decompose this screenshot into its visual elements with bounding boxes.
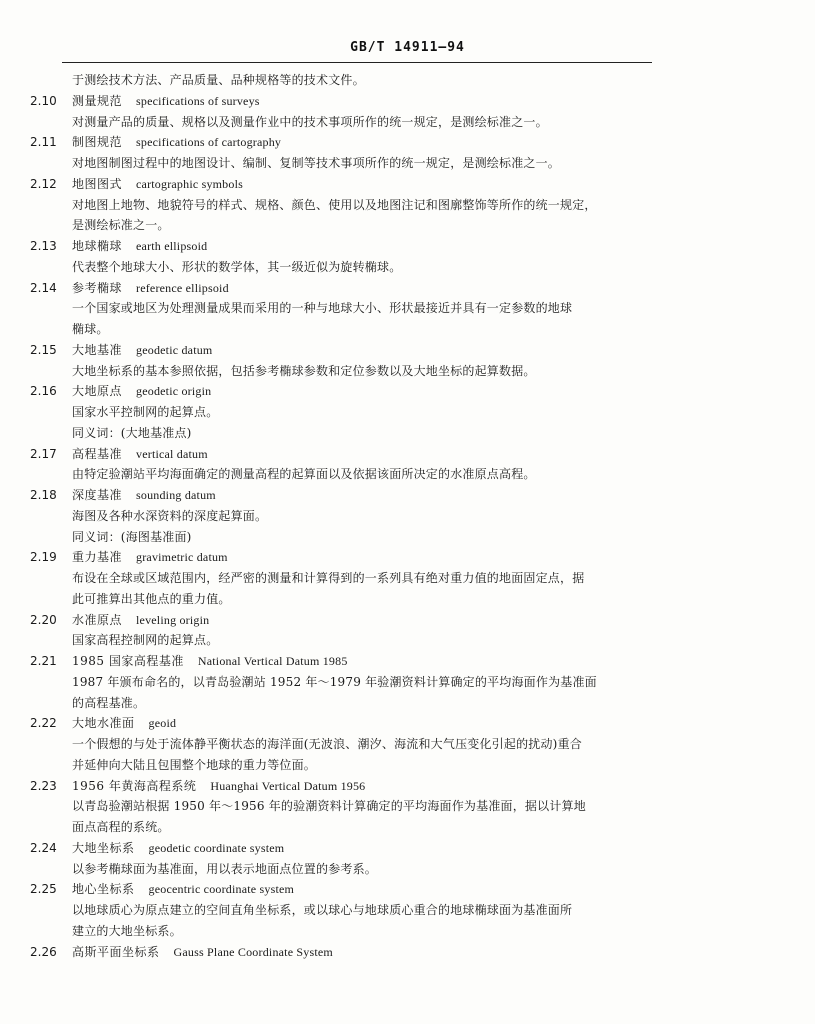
term-chinese xyxy=(72,444,208,465)
definition-line xyxy=(30,568,655,589)
term-number: 2.18 xyxy=(30,488,57,502)
header-rule xyxy=(62,62,652,63)
term-chinese-text: 大地基准 xyxy=(72,342,123,357)
definition-line xyxy=(30,672,655,693)
term-chinese-text: 地球椭球 xyxy=(72,239,123,253)
definition-line xyxy=(30,859,655,880)
definition-text: 一个假想的与处于流体静平衡状态的海洋面(无波浪、潮汐、海流和大气压变化引起的扰动)重合 xyxy=(72,737,582,751)
term-number: 2.12 xyxy=(30,176,57,191)
term-entry-heading xyxy=(30,91,655,112)
term-entry-heading xyxy=(30,278,655,299)
term-chinese-text: 重力基准 xyxy=(72,550,123,565)
term-chinese xyxy=(72,776,365,797)
term-chinese-text: 地心坐标系 xyxy=(72,882,135,897)
definition-text: 建立的大地坐标系。 xyxy=(72,923,182,938)
term-chinese-text: 高程基准 xyxy=(72,446,123,461)
term-chinese xyxy=(72,278,229,299)
term-chinese xyxy=(72,879,294,900)
definition-text: 国家水平控制网的起算点。 xyxy=(72,405,219,419)
term-chinese-text: 制图规范 xyxy=(72,135,123,150)
term-chinese-text: 深度基准 xyxy=(72,488,123,502)
term-number: 2.10 xyxy=(30,93,57,108)
term-chinese-text: 1985 国家高程基准 xyxy=(72,654,184,668)
definition-line xyxy=(30,921,655,942)
term-number: 2.15 xyxy=(30,342,57,357)
term-number: 2.21 xyxy=(30,654,57,668)
definition-text: 并延伸向大陆且包围整个地球的重力等位面。 xyxy=(72,757,317,772)
term-english: cartographic symbols xyxy=(136,176,243,191)
term-chinese xyxy=(72,381,211,402)
definition-text: 一个国家或地区为处理测量成果而采用的一种与地球大小、形状最接近并具有一定参数的地球 xyxy=(72,301,573,316)
intro-line xyxy=(30,70,655,91)
definition-line xyxy=(30,361,655,382)
definition-line xyxy=(30,298,655,319)
term-chinese xyxy=(72,610,209,631)
definition-line xyxy=(30,112,655,133)
term-chinese xyxy=(72,485,216,506)
term-number: 2.26 xyxy=(30,944,57,959)
term-english: earth ellipsoid xyxy=(136,239,208,253)
definition-line xyxy=(30,527,655,548)
term-english: sounding datum xyxy=(136,488,216,502)
term-english: specifications of surveys xyxy=(136,93,260,108)
definition-text: 大地坐标系的基本参照依据，包括参考椭球参数和定位参数以及大地坐标的起算数据。 xyxy=(72,363,536,378)
term-number: 2.24 xyxy=(30,840,57,855)
term-number: 2.22 xyxy=(30,716,57,731)
term-entry-heading xyxy=(30,174,655,195)
term-chinese-text: 水准原点 xyxy=(72,612,123,627)
term-entry-heading xyxy=(30,838,655,859)
term-chinese xyxy=(72,132,281,153)
term-number: 2.23 xyxy=(30,778,57,793)
definition-text: 对地图制图过程中的地图设计、编制、复制等技术事项所作的统一规定，是测绘标准之一。 xyxy=(72,156,561,170)
term-chinese xyxy=(72,340,212,361)
term-number: 2.19 xyxy=(30,550,57,565)
term-chinese xyxy=(72,713,176,734)
definition-text: 国家高程控制网的起算点。 xyxy=(72,633,219,648)
definition-text: 同义词：(大地基准点) xyxy=(72,425,192,440)
term-number: 2.13 xyxy=(30,239,57,253)
definition-line xyxy=(30,817,655,838)
term-english: reference ellipsoid xyxy=(136,280,229,295)
term-number: 2.20 xyxy=(30,612,57,627)
term-chinese-text: 大地水准面 xyxy=(72,716,135,731)
term-entry-heading xyxy=(30,879,655,900)
term-chinese xyxy=(72,942,333,963)
definition-text: 面点高程的系统。 xyxy=(72,820,170,834)
term-english: Huanghai Vertical Datum 1956 xyxy=(210,778,366,793)
definition-text: 此可推算出其他点的重力值。 xyxy=(72,591,231,606)
term-chinese xyxy=(72,91,260,112)
definition-line xyxy=(30,153,655,174)
term-entry-heading xyxy=(30,547,655,568)
term-english: specifications of cartography xyxy=(136,135,282,150)
term-entry-heading xyxy=(30,132,655,153)
term-english: geodetic coordinate system xyxy=(148,840,285,855)
definition-line xyxy=(30,195,655,216)
term-entry-heading xyxy=(30,942,655,963)
definition-line xyxy=(30,423,655,444)
definition-text: 的高程基准。 xyxy=(72,695,146,710)
term-english: geoid xyxy=(148,716,177,731)
standard-code-header: GB/T 14911—94 xyxy=(350,40,465,55)
term-chinese-text: 大地原点 xyxy=(72,384,123,399)
definition-line xyxy=(30,464,655,485)
definition-line xyxy=(30,693,655,714)
term-entry-heading xyxy=(30,485,655,506)
definition-text: 布设在全球或区域范围内，经严密的测量和计算得到的一系列具有绝对重力值的地面固定点，据 xyxy=(72,571,585,585)
term-english: vertical datum xyxy=(136,446,208,461)
definition-text: 1987 年颁布命名的，以青岛验潮站 1952 年～1979 年验潮资料计算确定的平均海面作为基准面 xyxy=(72,674,597,689)
term-number: 2.11 xyxy=(30,135,57,150)
term-entry-heading xyxy=(30,444,655,465)
definition-line xyxy=(30,796,655,817)
definition-line xyxy=(30,506,655,527)
definition-text: 椭球。 xyxy=(72,322,109,336)
term-chinese xyxy=(72,236,207,257)
definition-text: 海图及各种水深资料的深度起算面。 xyxy=(72,508,268,523)
definition-line xyxy=(30,402,655,423)
term-entry-heading xyxy=(30,610,655,631)
definition-line xyxy=(30,257,655,278)
term-chinese-text: 参考椭球 xyxy=(72,280,123,295)
term-chinese xyxy=(72,174,243,195)
definition-text: 代表整个地球大小、形状的数学体，其一级近似为旋转椭球。 xyxy=(72,259,402,274)
term-entry-heading xyxy=(30,340,655,361)
term-chinese-text: 测量规范 xyxy=(72,93,123,108)
definition-text: 对测量产品的质量、规格以及测量作业中的技术事项所作的统一规定，是测绘标准之一。 xyxy=(72,114,548,129)
intro-text: 于测绘技术方法、产品质量、品种规格等的技术文件。 xyxy=(72,73,365,87)
term-english: geocentric coordinate system xyxy=(148,882,295,897)
definition-text: 以地球质心为原点建立的空间直角坐标系，或以球心与地球质心重合的地球椭球面为基准面所 xyxy=(72,903,573,917)
term-chinese xyxy=(72,651,348,672)
term-english: geodetic origin xyxy=(136,384,212,399)
definition-line xyxy=(30,755,655,776)
term-entry-heading xyxy=(30,236,655,257)
term-english: geodetic datum xyxy=(136,342,213,357)
term-number: 2.14 xyxy=(30,280,57,295)
term-entry-heading xyxy=(30,776,655,797)
definition-text: 以青岛验潮站根据 1950 年～1956 年的验潮资料计算确定的平均海面作为基准面，据以计算地 xyxy=(72,799,586,814)
term-english: leveling origin xyxy=(136,612,210,627)
definition-line xyxy=(30,319,655,340)
term-entry-heading xyxy=(30,381,655,402)
term-chinese-text: 大地坐标系 xyxy=(72,840,135,855)
term-english: National Vertical Datum 1985 xyxy=(197,654,348,668)
term-chinese-text: 1956 年黄海高程系统 xyxy=(72,778,197,793)
term-number: 2.17 xyxy=(30,446,57,461)
term-chinese-text: 高斯平面坐标系 xyxy=(72,944,160,959)
definition-line xyxy=(30,900,655,921)
definition-line xyxy=(30,589,655,610)
term-english: Gauss Plane Coordinate System xyxy=(173,944,333,959)
term-number: 2.16 xyxy=(30,384,57,399)
term-number: 2.25 xyxy=(30,882,57,897)
definition-line xyxy=(30,630,655,651)
term-entry-heading xyxy=(30,713,655,734)
definition-text: 以参考椭球面为基准面，用以表示地面点位置的参考系。 xyxy=(72,861,378,876)
definition-text: 对地图上地物、地貌符号的样式、规格、颜色、使用以及地图注记和图廓整饰等所作的统一规定， xyxy=(72,197,597,212)
definition-text: 同义词：(海图基准面) xyxy=(72,529,192,544)
definition-line xyxy=(30,215,655,236)
term-chinese-text: 地图图式 xyxy=(72,176,123,191)
definition-line xyxy=(30,734,655,755)
term-entry-heading xyxy=(30,651,655,672)
term-chinese xyxy=(72,547,228,568)
term-entries xyxy=(30,70,655,962)
term-english: gravimetric datum xyxy=(136,550,228,565)
definition-text: 是测绘标准之一。 xyxy=(72,218,170,233)
term-chinese xyxy=(72,838,284,859)
definition-text: 由特定验潮站平均海面确定的测量高程的起算面以及依据该面所决定的水准原点高程。 xyxy=(72,467,536,482)
